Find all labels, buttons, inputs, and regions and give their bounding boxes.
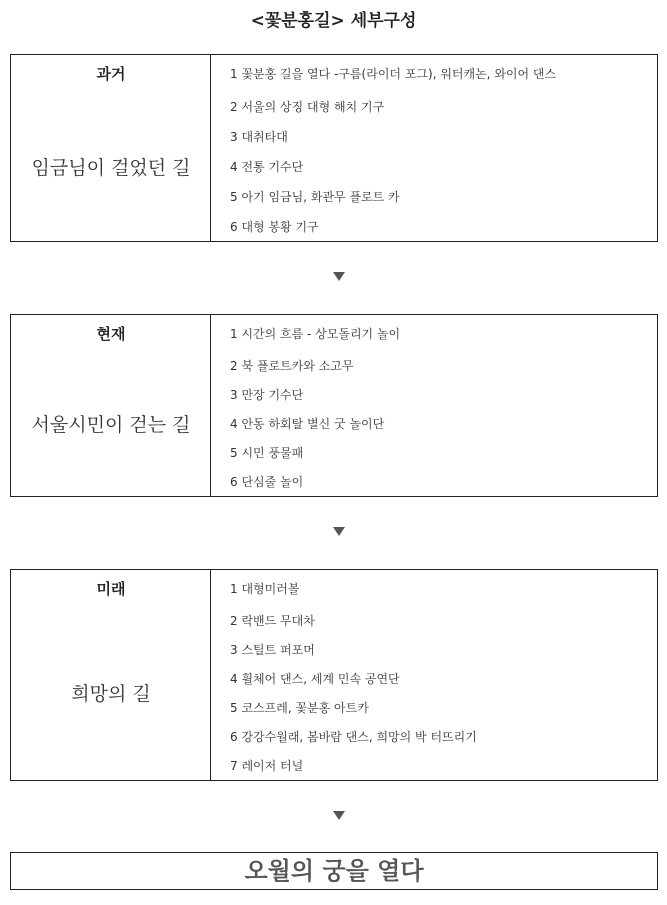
section-future-era-label: 미래 xyxy=(96,580,126,598)
list-item: 2 북 플로트카와 소고무 xyxy=(230,359,354,373)
list-item: 6 강강수월래, 봄바람 댄스, 희망의 박 터뜨리기 xyxy=(230,730,477,744)
section-present xyxy=(10,314,658,497)
section-past-theme: 임금님이 걸었던 길 xyxy=(31,157,191,179)
down-triangle-icon xyxy=(333,811,345,820)
list-item: 2 락밴드 무대차 xyxy=(230,614,315,628)
list-item: 3 만장 기수단 xyxy=(230,388,304,402)
list-item: 4 안동 하회탈 별신 굿 놀이단 xyxy=(230,417,385,431)
section-future-theme: 희망의 길 xyxy=(71,683,151,705)
list-item: 4 휠체어 댄스, 세계 민속 공연단 xyxy=(230,672,400,686)
list-item: 3 스틸트 퍼포머 xyxy=(230,643,315,657)
section-past-era-label: 과거 xyxy=(96,65,126,83)
list-item: 1 꽃분홍 길을 열다 -구름(라이더 포그), 워터캐논, 와이어 댄스 xyxy=(230,67,557,81)
list-item: 6 단심줄 놀이 xyxy=(230,475,304,489)
section-future-left-cell xyxy=(11,570,211,780)
section-past xyxy=(10,54,658,242)
section-present-left-cell xyxy=(11,315,211,496)
list-item: 5 시민 풍물패 xyxy=(230,446,304,460)
list-item: 6 대형 봉황 기구 xyxy=(230,220,319,234)
list-item: 5 코스프레, 꽃분홍 아트카 xyxy=(230,701,369,715)
section-past-left-cell xyxy=(11,55,211,241)
list-item: 4 전통 기수단 xyxy=(230,160,304,174)
list-item: 2 서울의 상징 대형 해치 기구 xyxy=(230,100,385,114)
finale-banner: 오월의 궁을 열다 xyxy=(10,852,658,890)
down-triangle-icon xyxy=(333,527,345,536)
document-title: <꽃분홍길> 세부구성 xyxy=(250,11,417,31)
list-item: 5 아기 임금님, 화관무 플로트 카 xyxy=(230,190,400,204)
section-present-era-label: 현재 xyxy=(96,325,126,343)
list-item: 7 레이저 터널 xyxy=(230,759,304,773)
list-item: 1 시간의 흐름 - 상모돌리기 놀이 xyxy=(230,327,401,341)
section-present-theme: 서울시민이 걷는 길 xyxy=(31,414,191,436)
list-item: 3 대취타대 xyxy=(230,130,288,144)
list-item: 1 대형미러볼 xyxy=(230,582,300,596)
down-triangle-icon xyxy=(333,272,345,281)
section-future xyxy=(10,569,658,781)
